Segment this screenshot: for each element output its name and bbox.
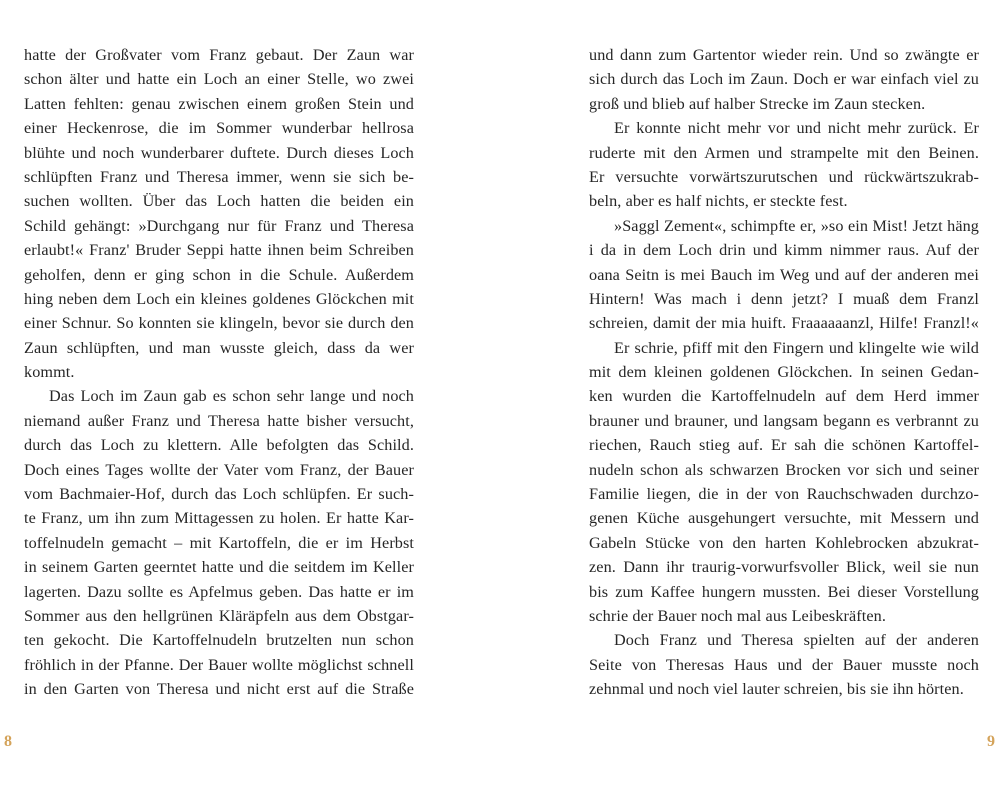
text-line: nudeln schon als schwarzen Brocken vor sich und seiner	[589, 460, 979, 479]
text-line: bis zum Kaffee hungern mussten. Bei dieser Vorstellung	[589, 582, 979, 601]
text-line: Doch eines Tages wollte der Vater vom Franz, der Bauer	[24, 460, 414, 479]
left-page	[24, 43, 414, 702]
text-line: blühte und noch wunderbarer duftete. Durch dieses Loch	[24, 143, 414, 162]
page-number-left: 8	[4, 733, 12, 750]
text-line: schlüpften Franz und Theresa immer, wenn sie sich be-	[24, 167, 414, 186]
text-line: kommt.	[24, 363, 75, 382]
text-line: sich durch das Loch im Zaun. Doch er war einfach viel zu	[589, 70, 979, 89]
text-line: zehnmal und noch viel lauter schreien, bis sie ihn hörten.	[589, 680, 964, 699]
text-line: riechen, Rauch stieg auf. Er sah die schönen Kartoffel-	[589, 436, 979, 455]
text-line: mit dem kleinen goldenen Glöckchen. In seinen Gedan-	[589, 363, 979, 382]
text-line: te Franz, um ihn zum Mittagessen zu holen. Er hatte Kar-	[24, 509, 414, 528]
text-line: hing neben dem Loch ein kleines goldenes Glöckchen mit	[24, 289, 414, 308]
text-line: Zaun schlüpften, und man wusste gleich, dass da wer	[24, 338, 414, 357]
text-line: Gabeln Stücke von den harten Kohlebrocken abzukrat-	[589, 533, 979, 552]
text-line: zen. Dann ihr traurig-vorwurfsvoller Blick, weil sie nun	[589, 558, 979, 577]
text-line: »Saggl Zement«, schimpfte er, »so ein Mist! Jetzt häng	[614, 216, 979, 235]
text-line: genen Küche ausgehungert versuchte, mit Messern und	[589, 509, 979, 528]
text-line: schreien, damit der mia huift. Fraaaaaanzl, Hilfe! Franzl!«	[589, 314, 979, 333]
text-line: i da in dem Loch drin und kimm nimmer raus. Auf der	[589, 241, 979, 260]
text-line: ken wurden die Kartoffelnudeln auf dem Herd immer	[589, 387, 979, 406]
text-line: Er konnte nicht mehr vor und nicht mehr zurück. Er	[614, 119, 979, 138]
text-line: groß und blieb auf halber Strecke im Zaun stecken.	[589, 94, 926, 113]
text-line: erlaubt!« Franz' Bruder Seppi hatte ihnen beim Schreiben	[24, 241, 414, 260]
text-line: Er schrie, pfiff mit den Fingern und klingelte wie wild	[614, 338, 979, 357]
text-line: hatte der Großvater vom Franz gebaut. Der Zaun war	[24, 46, 414, 64]
text-line: durch das Loch zu klettern. Alle befolgten das Schild.	[24, 436, 414, 455]
text-line: einer Schnur. So konnten sie klingeln, bevor sie durch den	[24, 314, 414, 333]
page-number-right: 9	[987, 733, 995, 750]
text-line: einer Heckenrose, die im Sommer wunderbar hellrosa	[24, 119, 414, 138]
text-line: ten gekocht. Die Kartoffelnudeln brutzelten nun schon	[24, 631, 414, 650]
text-line: Hintern! Was mach i denn jetzt? I muaß dem Franzl	[589, 289, 979, 308]
text-line: Das Loch im Zaun gab es schon sehr lange und noch	[49, 387, 414, 406]
text-line: Seite von Theresas Haus und der Bauer musste noch	[589, 655, 979, 674]
text-line: ruderte mit den Armen und strampelte mit den Beinen.	[589, 143, 979, 162]
text-line: Schild gehängt: »Durchgang nur für Franz und Theresa	[24, 216, 414, 235]
text-line: geholfen, denn er ging schon in die Schule. Außerdem	[24, 265, 414, 284]
text-line: toffelnudeln gemacht – mit Kartoffeln, die er im Herbst	[24, 533, 414, 552]
text-line: niemand außer Franz und Theresa hatte bisher versucht,	[24, 411, 414, 430]
text-line: in seinem Garten geerntet hatte und die seitdem im Keller	[24, 558, 414, 577]
text-line: schrie der Bauer noch mal aus Leibeskräften.	[589, 606, 886, 625]
text-line: vom Bachmaier-Hof, durch das Loch schlüpfen. Er such-	[24, 485, 414, 504]
right-page	[589, 43, 979, 702]
text-line: oana Seitn is mei Bauch im Weg und auf der anderen mei	[589, 265, 979, 284]
text-line: suchen wollten. Über das Loch hatten die beiden ein	[24, 192, 414, 211]
text-line: Er versuchte vorwärtszurutschen und rückwärtszukrab-	[589, 167, 979, 186]
text-line: Sommer aus den hellgrünen Kläräpfeln aus dem Obstgar-	[24, 606, 414, 625]
text-line: brauner und brauner, und langsam begann es verbrannt zu	[589, 411, 979, 430]
text-line: lagerten. Dazu sollte es Apfelmus geben. Das hatte er im	[24, 582, 414, 601]
text-line: Familie liegen, die in der von Rauchschwaden durchzo-	[589, 485, 979, 504]
text-line: und dann zum Gartentor wieder rein. Und so zwängte er	[589, 46, 979, 64]
text-line: fröhlich in der Pfanne. Der Bauer wollte möglichst schnell	[24, 655, 414, 674]
text-line: schon älter und hatte ein Loch an einer Stelle, wo zwei	[24, 70, 414, 89]
text-line: beln, aber es half nichts, er steckte fest.	[589, 192, 848, 211]
text-line: in den Garten von Theresa und nicht erst auf die Straße	[24, 680, 414, 699]
text-line: Latten fehlten: genau zwischen einem großen Stein und	[24, 94, 414, 113]
text-line: Doch Franz und Theresa spielten auf der anderen	[614, 631, 979, 650]
